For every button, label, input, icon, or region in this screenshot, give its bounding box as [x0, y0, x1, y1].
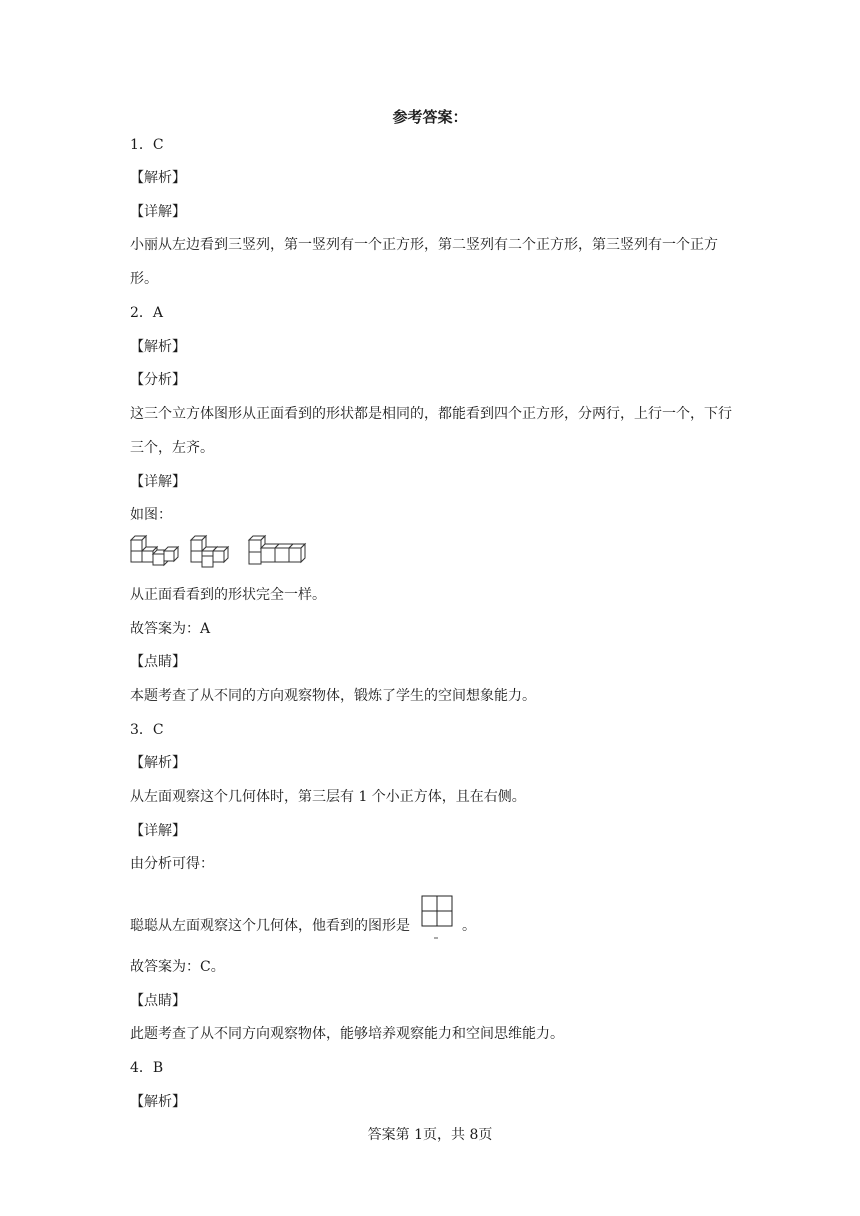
q3-dianjing-text: 此题考查了从不同方向观察物体，能够培养观察能力和空间思维能力。 — [130, 1026, 564, 1042]
q3-detail-line — [130, 889, 476, 963]
q2-cube-figures — [130, 532, 310, 572]
q3-conclusion: 故答案为：C。 — [130, 959, 225, 975]
q4-analysis-label: 【解析】 — [130, 1094, 186, 1110]
q2-dianjing-text: 本题考查了从不同的方向观察物体，锻炼了学生的空间想象能力。 — [130, 688, 536, 704]
q2-analysis-label: 【解析】 — [130, 339, 186, 355]
page-footer: 答案第 1页，共 8页 — [367, 1127, 493, 1143]
q2-figure-intro: 如图： — [130, 507, 172, 523]
q3-answer: 3．C — [130, 722, 164, 738]
q3-detail-label: 【详解】 — [130, 823, 186, 839]
q1-analysis-label: 【解析】 — [130, 170, 186, 186]
q3-detail-text-before: 聪聪从左面观察这个几何体，他看到的图形是 — [130, 918, 410, 934]
page-title: 参考答案： — [392, 108, 468, 126]
q2-fenxi-label: 【分析】 — [130, 372, 186, 388]
q3-detail-text-after: 。 — [462, 918, 476, 934]
cube-figures-image — [130, 532, 310, 572]
q2-detail-label: 【详解】 — [130, 474, 186, 490]
q4-answer: 4．B — [130, 1060, 164, 1076]
q1-answer: 1．C — [130, 137, 164, 153]
q3-analysis-label: 【解析】 — [130, 755, 186, 771]
q2-answer: 2．A — [130, 305, 164, 321]
q3-analysis-text: 从左面观察这个几何体时，第三层有 1 个小正方体，且在右侧。 — [130, 789, 526, 805]
q2-fenxi-text: 这三个立方体图形从正面看到的形状都是相同的，都能看到四个正方形，分两行，上行一个，下行三个，左齐。 — [130, 406, 732, 456]
q1-detail-label: 【详解】 — [130, 204, 186, 220]
q1-detail-text: 小丽从左边看到三竖列，第一竖列有一个正方形，第二竖列有二个正方形，第三竖列有一个正方形。 — [130, 237, 718, 287]
left-view-grid-image — [418, 889, 458, 941]
q2-figure-caption: 从正面看看到的形状完全一样。 — [130, 587, 326, 603]
q3-left-view-figure — [418, 889, 458, 963]
q3-detail-intro: 由分析可得： — [130, 856, 214, 872]
q3-dianjing-label: 【点睛】 — [130, 993, 186, 1009]
q2-dianjing-label: 【点睛】 — [130, 654, 186, 670]
q2-conclusion: 故答案为：A — [130, 621, 211, 637]
